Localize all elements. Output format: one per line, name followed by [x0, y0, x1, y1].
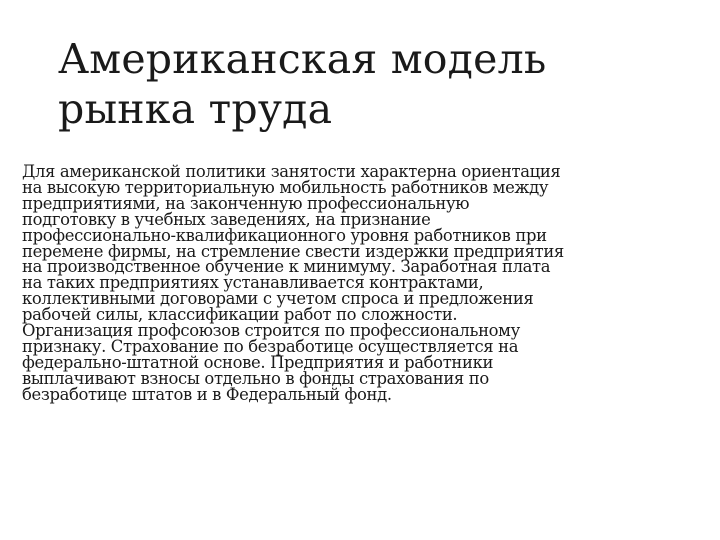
slide-title-line-2: рынка труда [58, 85, 333, 133]
body-line: признаку. Страхование по безработице осуществляется на [22, 336, 519, 356]
body-line: предприятиями, на законченную профессиональную [22, 193, 470, 213]
body-line: подготовку в учебных заведениях, на признание [22, 209, 431, 229]
body-line: на таких предприятиях устанавливается контрактами, [22, 273, 484, 293]
body-line: на высокую территориальную мобильность работников между [22, 177, 549, 197]
slide-title [58, 34, 678, 134]
body-line: рабочей силы, классификации работ по сложности. [22, 305, 458, 325]
slide-body-text [22, 164, 712, 403]
body-line: Организация профсоюзов строится по профессиональному [22, 321, 520, 341]
body-line: коллективными договорами с учетом спроса и предложения [22, 289, 534, 309]
body-line: выплачивают взносы отдельно в фонды страхования по [22, 368, 489, 388]
slide-title-line-1: Американская модель [58, 35, 547, 83]
body-line: перемене фирмы, на стремление свести издержки предприятия [22, 241, 564, 261]
body-line: безработице штатов и в Федеральный фонд. [22, 384, 392, 404]
body-line: профессионально-квалификационного уровня работников при [22, 225, 547, 245]
body-line: федерально-штатной основе. Предприятия и работники [22, 352, 494, 372]
body-line: на производственное обучение к минимуму. Заработная плата [22, 257, 551, 277]
body-line: Для американской политики занятости характерна ориентация [22, 162, 561, 181]
